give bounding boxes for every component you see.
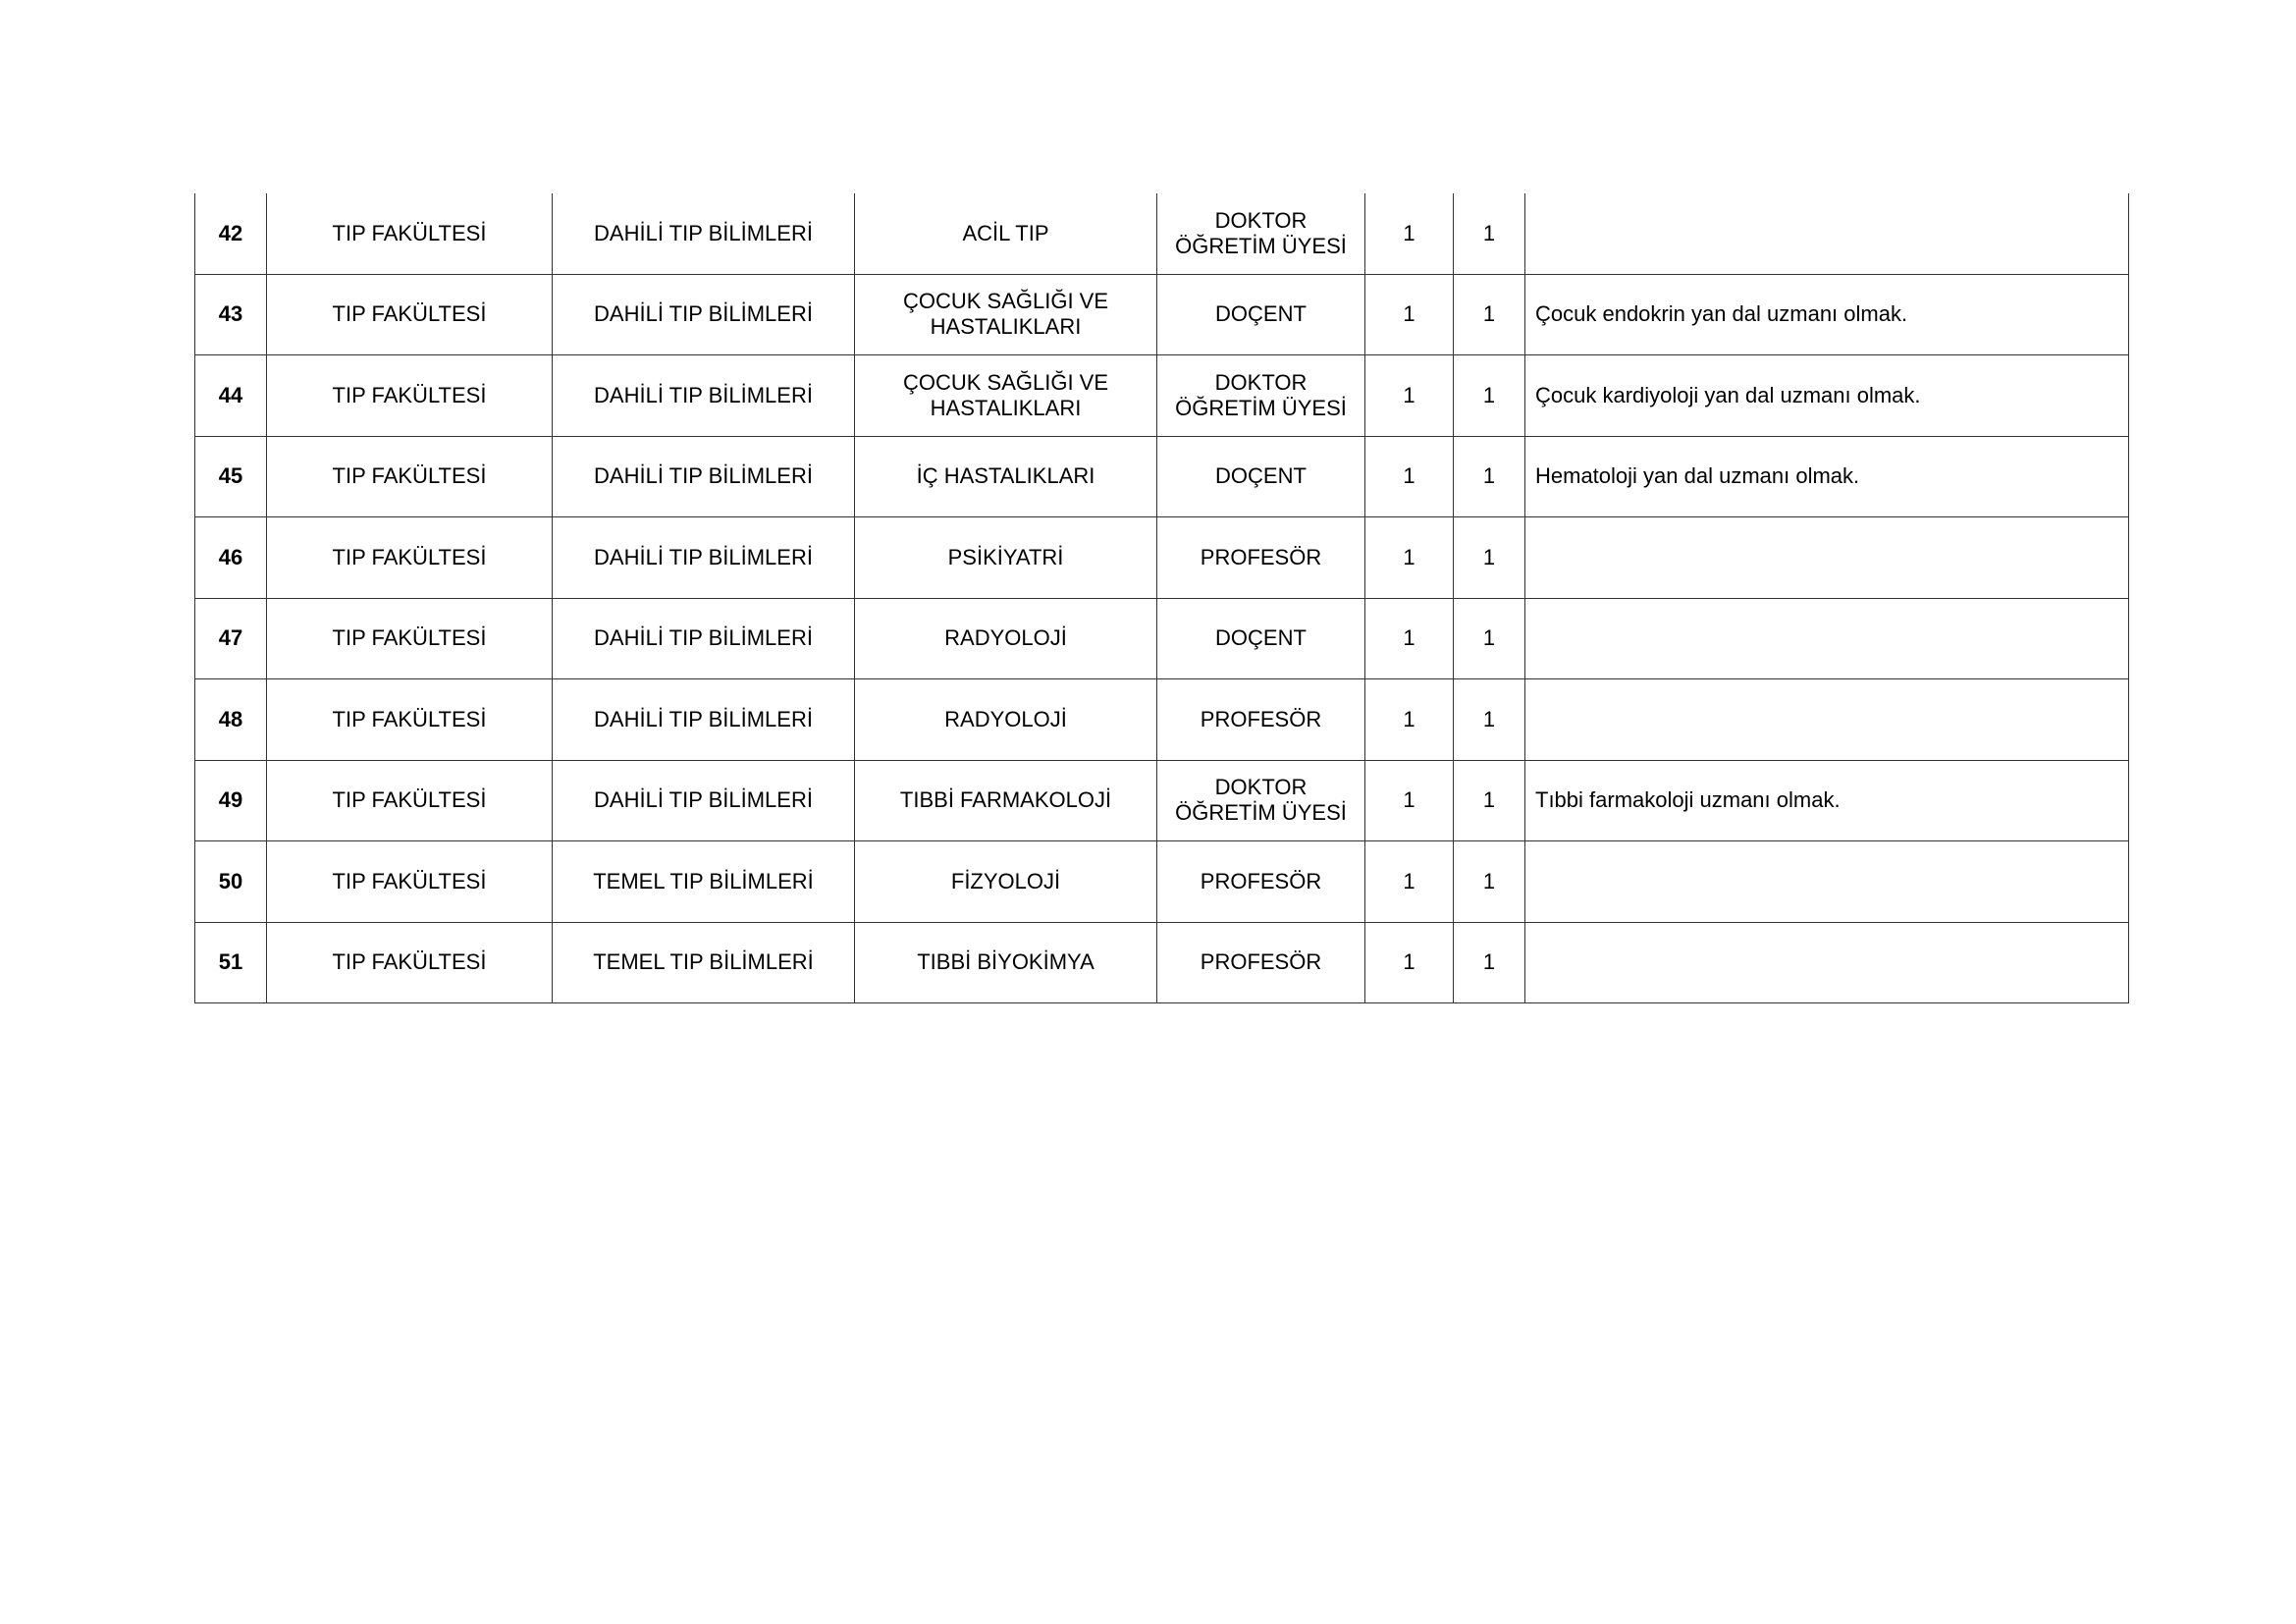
row-number-cell: 51 bbox=[195, 922, 267, 1003]
faculty-cell: TIP FAKÜLTESİ bbox=[267, 598, 553, 679]
academic-title-cell: PROFESÖR bbox=[1157, 679, 1365, 761]
program-cell: PSİKİYATRİ bbox=[855, 517, 1157, 599]
academic-title-cell: DOÇENT bbox=[1157, 436, 1365, 517]
row-number-cell: 46 bbox=[195, 517, 267, 599]
department-cell: TEMEL TIP BİLİMLERİ bbox=[553, 841, 855, 923]
department-cell: DAHİLİ TIP BİLİMLERİ bbox=[553, 274, 855, 355]
row-number-cell: 50 bbox=[195, 841, 267, 923]
table-row bbox=[195, 274, 2129, 355]
faculty-cell: TIP FAKÜLTESİ bbox=[267, 274, 553, 355]
row-number-cell: 43 bbox=[195, 274, 267, 355]
count-cell: 1 bbox=[1454, 598, 1525, 679]
department-cell: DAHİLİ TIP BİLİMLERİ bbox=[553, 517, 855, 599]
count-cell: 1 bbox=[1454, 355, 1525, 437]
row-number-cell: 44 bbox=[195, 355, 267, 437]
count-cell: 1 bbox=[1454, 760, 1525, 841]
table-row bbox=[195, 922, 2129, 1003]
academic-title-cell: DOKTOR ÖĞRETİM ÜYESİ bbox=[1157, 355, 1365, 437]
faculty-cell: TIP FAKÜLTESİ bbox=[267, 760, 553, 841]
requirement-note-cell: Çocuk kardiyoloji yan dal uzmanı olmak. bbox=[1525, 355, 2129, 437]
program-cell: RADYOLOJİ bbox=[855, 598, 1157, 679]
department-cell: DAHİLİ TIP BİLİMLERİ bbox=[553, 760, 855, 841]
table-row bbox=[195, 679, 2129, 761]
table-row bbox=[195, 517, 2129, 599]
academic-title-cell: DOKTOR ÖĞRETİM ÜYESİ bbox=[1157, 193, 1365, 274]
count-cell: 1 bbox=[1365, 355, 1454, 437]
count-cell: 1 bbox=[1365, 436, 1454, 517]
count-cell: 1 bbox=[1454, 517, 1525, 599]
count-cell: 1 bbox=[1365, 922, 1454, 1003]
count-cell: 1 bbox=[1454, 679, 1525, 761]
requirement-note-cell bbox=[1525, 598, 2129, 679]
department-cell: DAHİLİ TIP BİLİMLERİ bbox=[553, 436, 855, 517]
department-cell: DAHİLİ TIP BİLİMLERİ bbox=[553, 679, 855, 761]
table-row bbox=[195, 760, 2129, 841]
table-row bbox=[195, 598, 2129, 679]
program-cell: ÇOCUK SAĞLIĞI VE HASTALIKLARI bbox=[855, 355, 1157, 437]
count-cell: 1 bbox=[1454, 274, 1525, 355]
faculty-cell: TIP FAKÜLTESİ bbox=[267, 922, 553, 1003]
row-number-cell: 45 bbox=[195, 436, 267, 517]
count-cell: 1 bbox=[1454, 841, 1525, 923]
academic-title-cell: PROFESÖR bbox=[1157, 922, 1365, 1003]
requirement-note-cell: Çocuk endokrin yan dal uzmanı olmak. bbox=[1525, 274, 2129, 355]
row-number-cell: 49 bbox=[195, 760, 267, 841]
requirement-note-cell bbox=[1525, 679, 2129, 761]
requirement-note-cell: Hematoloji yan dal uzmanı olmak. bbox=[1525, 436, 2129, 517]
department-cell: TEMEL TIP BİLİMLERİ bbox=[553, 922, 855, 1003]
count-cell: 1 bbox=[1365, 841, 1454, 923]
faculty-cell: TIP FAKÜLTESİ bbox=[267, 841, 553, 923]
count-cell: 1 bbox=[1365, 679, 1454, 761]
faculty-cell: TIP FAKÜLTESİ bbox=[267, 193, 553, 274]
faculty-cell: TIP FAKÜLTESİ bbox=[267, 436, 553, 517]
table-row bbox=[195, 841, 2129, 923]
table-body bbox=[195, 193, 2129, 1003]
count-cell: 1 bbox=[1454, 436, 1525, 517]
count-cell: 1 bbox=[1365, 598, 1454, 679]
count-cell: 1 bbox=[1365, 517, 1454, 599]
row-number-cell: 48 bbox=[195, 679, 267, 761]
count-cell: 1 bbox=[1365, 760, 1454, 841]
count-cell: 1 bbox=[1454, 922, 1525, 1003]
program-cell: RADYOLOJİ bbox=[855, 679, 1157, 761]
positions-table bbox=[194, 193, 2129, 1003]
table-row bbox=[195, 355, 2129, 437]
table-row bbox=[195, 193, 2129, 274]
requirement-note-cell bbox=[1525, 517, 2129, 599]
department-cell: DAHİLİ TIP BİLİMLERİ bbox=[553, 193, 855, 274]
count-cell: 1 bbox=[1365, 274, 1454, 355]
row-number-cell: 42 bbox=[195, 193, 267, 274]
academic-title-cell: DOÇENT bbox=[1157, 274, 1365, 355]
program-cell: TIBBİ BİYOKİMYA bbox=[855, 922, 1157, 1003]
academic-title-cell: PROFESÖR bbox=[1157, 517, 1365, 599]
program-cell: ACİL TIP bbox=[855, 193, 1157, 274]
faculty-cell: TIP FAKÜLTESİ bbox=[267, 679, 553, 761]
requirement-note-cell bbox=[1525, 193, 2129, 274]
program-cell: TIBBİ FARMAKOLOJİ bbox=[855, 760, 1157, 841]
faculty-cell: TIP FAKÜLTESİ bbox=[267, 355, 553, 437]
academic-title-cell: DOÇENT bbox=[1157, 598, 1365, 679]
table-row bbox=[195, 436, 2129, 517]
requirement-note-cell: Tıbbi farmakoloji uzmanı olmak. bbox=[1525, 760, 2129, 841]
program-cell: İÇ HASTALIKLARI bbox=[855, 436, 1157, 517]
count-cell: 1 bbox=[1454, 193, 1525, 274]
requirement-note-cell bbox=[1525, 922, 2129, 1003]
program-cell: FİZYOLOJİ bbox=[855, 841, 1157, 923]
requirement-note-cell bbox=[1525, 841, 2129, 923]
row-number-cell: 47 bbox=[195, 598, 267, 679]
department-cell: DAHİLİ TIP BİLİMLERİ bbox=[553, 355, 855, 437]
program-cell: ÇOCUK SAĞLIĞI VE HASTALIKLARI bbox=[855, 274, 1157, 355]
academic-title-cell: PROFESÖR bbox=[1157, 841, 1365, 923]
department-cell: DAHİLİ TIP BİLİMLERİ bbox=[553, 598, 855, 679]
faculty-cell: TIP FAKÜLTESİ bbox=[267, 517, 553, 599]
academic-title-cell: DOKTOR ÖĞRETİM ÜYESİ bbox=[1157, 760, 1365, 841]
count-cell: 1 bbox=[1365, 193, 1454, 274]
